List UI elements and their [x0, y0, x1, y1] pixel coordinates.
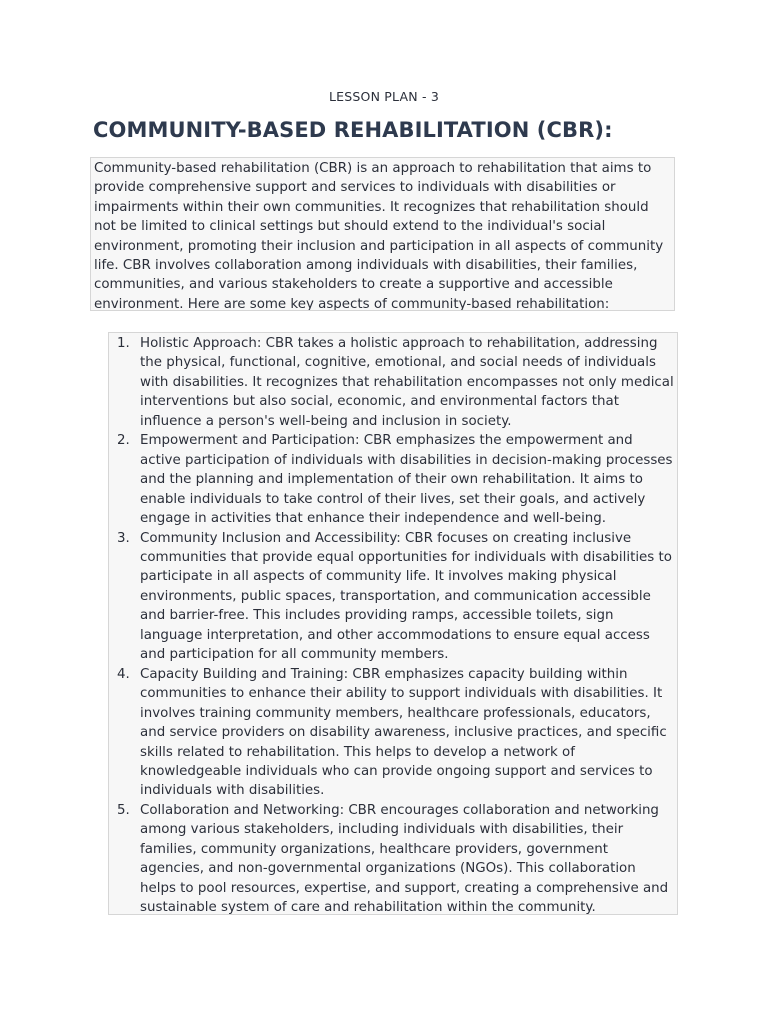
list-item — [109, 801, 677, 915]
list-item — [109, 665, 677, 801]
list-item-number: 1. — [117, 336, 130, 351]
list-item — [109, 529, 677, 665]
key-aspects-list — [109, 334, 677, 915]
list-item-text: Empowerment and Participation: CBR emphasizes the empowerment and active participation of individuals with disabilities in decision-making processes and the planning and implementation of their own rehabilitation. It aims to enable individuals to take control of their lives, set their goals, and actively engage in activities that enhance their independence and well-being. — [140, 433, 673, 527]
lesson-label: LESSON PLAN - 3 — [329, 89, 439, 104]
list-item-text: Holistic Approach: CBR takes a holistic approach to rehabilitation, addressing the physical, functional, cognitive, emotional, and social needs of individuals with disabilities. It recognizes that rehabilitation encompasses not only medical interventions but also social, economic, and environmental factors that influence a person's well-being and inclusion in society. — [140, 336, 674, 429]
list-item-number: 3. — [117, 530, 130, 546]
list-item-number: 2. — [117, 433, 130, 449]
list-item-text: Capacity Building and Training: CBR emphasizes capacity building within communities to enhance their ability to support individuals with disabilities. It involves training community members, healthcare professionals, educators, and service providers on disability awareness, inclusive practices, and specific skills related to rehabilitation. This helps to develop a network of knowledgeable individuals who can provide ongoing support and services to individuals with disabilities. — [140, 666, 667, 799]
list-item-number: 5. — [117, 802, 130, 818]
intro-paragraph: Community-based rehabilitation (CBR) is an approach to rehabilitation that aims to provide comprehensive support and services to individuals with disabilities or impairments within their own communities. It recognizes that rehabilitation should not be limited to clinical settings but should extend to the individual's social environment, promoting their inclusion and participation in all aspects of community life. CBR involves collaboration among individuals with disabilities, their families, communities, and various stakeholders to create a supportive and accessible environment. Here are some key aspects of community-based rehabilitation: — [94, 161, 664, 311]
list-item-number: 4. — [117, 666, 130, 682]
page-title: COMMUNITY-BASED REHABILITATION (CBR): — [93, 118, 613, 142]
key-aspects-box — [108, 332, 678, 915]
list-item — [109, 334, 677, 431]
list-item — [109, 431, 677, 528]
intro-paragraph-box — [90, 157, 675, 311]
list-item-text: Community Inclusion and Accessibility: CBR focuses on creating inclusive communities that provide equal opportunities for individuals with disabilities to participate in all aspects of community life. It involves making physical environments, public spaces, transportation, and communication accessible and barrier-free. This includes providing ramps, accessible toilets, sign language interpretation, and other accommodations to ensure equal access and participation for all community members. — [140, 530, 672, 663]
list-item-text: Collaboration and Networking: CBR encourages collaboration and networking among various stakeholders, including individuals with disabilities, their families, community organizations, healthcare providers, government agencies, and non-governmental organizations (NGOs). This collaboration helps to pool resources, expertise, and support, creating a comprehensive and sustainable system of care and rehabilitation within the community. — [140, 802, 669, 915]
